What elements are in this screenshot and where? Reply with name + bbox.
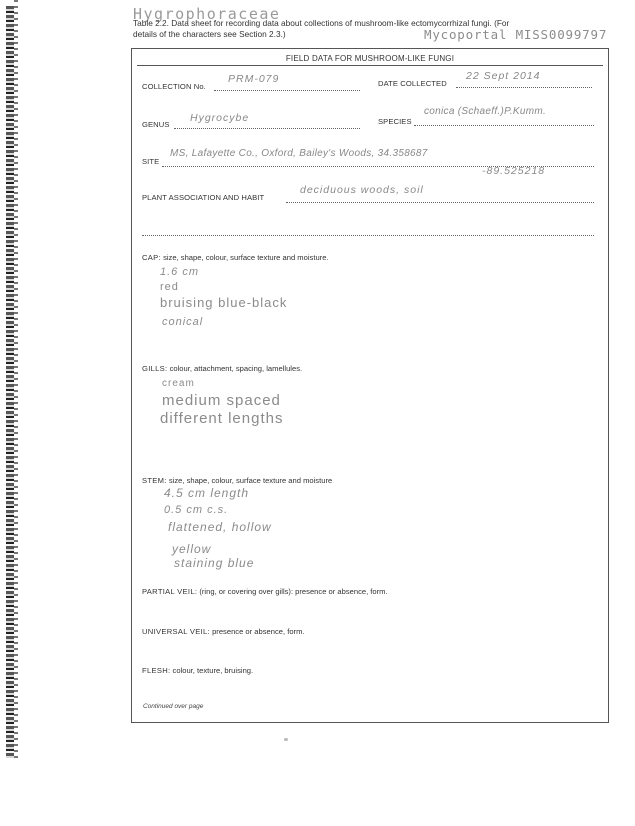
cap-section-title: [142, 253, 329, 262]
stem-note-2: 0.5 cm c.s.: [164, 504, 229, 516]
species-line: [414, 125, 594, 126]
plant-association-label: PLANT ASSOCIATION AND HABIT: [142, 193, 265, 202]
continued-footer: Continued over page: [143, 703, 204, 710]
scan-binding-edge-inner: [14, 0, 18, 760]
flesh-description: colour, texture, bruising.: [172, 666, 254, 675]
stem-note-1: 4.5 cm length: [164, 486, 250, 500]
cap-description: size, shape, colour, surface texture and moisture.: [163, 253, 329, 262]
stem-note-5: staining blue: [174, 556, 255, 570]
caption-line-2: details of the characters see Section 2.3.): [133, 29, 286, 39]
date-label: DATE COLLECTED: [378, 79, 447, 88]
partial-veil-description: (ring, or covering over gills): presence or absence, form.: [199, 587, 388, 596]
cap-note-1: 1.6 cm: [160, 266, 200, 278]
caption-line-1: Table 2.2. Data sheet for recording data about collections of mushroom-like ectomycorrhizal fungi. (For: [133, 18, 510, 28]
genus-line: [174, 128, 360, 129]
stem-note-3: flattened, hollow: [168, 520, 272, 534]
scan-speck: [284, 738, 288, 741]
collection-value: PRM-079: [228, 73, 280, 85]
gills-heading: GILLS:: [142, 364, 168, 373]
partial-veil-section-title: [142, 587, 388, 596]
site-value-line-2: -89.525218: [482, 165, 546, 177]
partial-veil-heading: PARTIAL VEIL:: [142, 587, 198, 596]
genus-label: GENUS: [142, 120, 170, 129]
stem-description: size, shape, colour, surface texture and moisture: [168, 476, 333, 485]
gills-note-1: cream: [162, 378, 195, 389]
gills-description: colour, attachment, spacing, lamellules.: [169, 364, 303, 373]
gills-note-3: different lengths: [160, 410, 284, 427]
family-annotation: Hygrophoraceae: [133, 5, 281, 23]
genus-value: Hygrocybe: [190, 112, 250, 124]
blank-line: [142, 235, 594, 236]
universal-veil-heading: UNIVERSAL VEIL:: [142, 627, 210, 636]
universal-veil-description: presence or absence, form.: [212, 627, 305, 636]
gills-note-2: medium spaced: [162, 392, 281, 409]
stem-note-4: yellow: [172, 542, 212, 556]
species-label: SPECIES: [378, 117, 412, 126]
catalog-annotation: Mycoportal MISS0099797: [424, 27, 608, 42]
plant-association-value: deciduous woods, soil: [300, 184, 424, 196]
date-value: 22 Sept 2014: [466, 70, 541, 82]
cap-note-3: bruising blue-black: [160, 295, 288, 310]
site-label: SITE: [142, 157, 160, 166]
cap-note-4: conical: [162, 316, 204, 328]
flesh-heading: FLESH:: [142, 666, 171, 675]
plant-association-line: [286, 202, 594, 203]
site-value: MS, Lafayette Co., Oxford, Bailey's Woods, 34.358687: [170, 148, 428, 159]
species-value: conica (Schaeff.)P.Kumm.: [424, 106, 547, 117]
date-line: [456, 87, 592, 88]
gills-section-title: [142, 364, 302, 373]
flesh-section-title: [142, 666, 253, 675]
universal-veil-section-title: [142, 627, 305, 636]
cap-heading: CAP:: [142, 253, 161, 262]
title-rule: [137, 65, 603, 66]
form-title: FIELD DATA FOR MUSHROOM-LIKE FUNGI: [285, 54, 455, 63]
table-caption: [133, 18, 628, 40]
stem-heading: STEM:: [142, 476, 167, 485]
stem-section-title: [142, 476, 332, 485]
cap-note-2: red: [160, 281, 179, 293]
collection-line: [214, 90, 360, 91]
collection-label: COLLECTION No.: [142, 82, 206, 91]
